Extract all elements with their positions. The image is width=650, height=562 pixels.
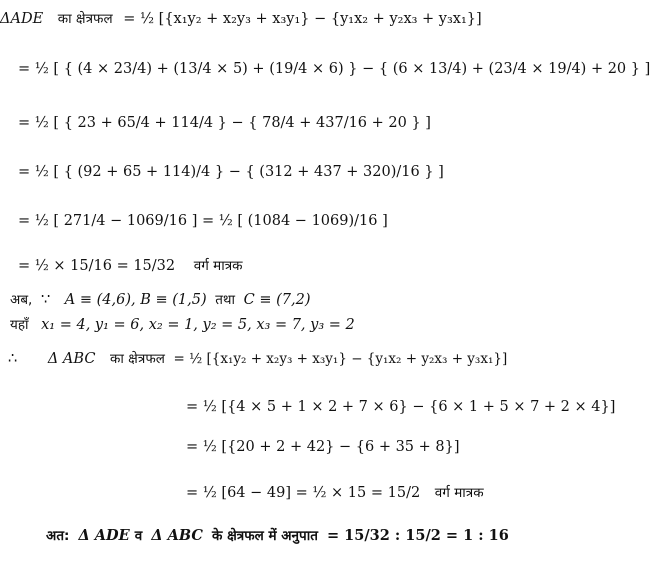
triangle-abc-label: Δ ABC	[47, 351, 96, 367]
line-abc-simplify: = ½ [{20 + 2 + 42} − {6 + 35 + 8}]	[186, 439, 460, 455]
line-ade-result	[18, 257, 243, 275]
ade-result-value: = ½ × 15/16 = 15/32	[18, 258, 176, 274]
area-label-hindi: का क्षेत्रफल	[57, 11, 113, 27]
abc-unit-label: वर्ग मात्रक	[434, 485, 484, 501]
line-substitution: = ½ [ { (4 × 23/4) + (13/4 × 5) + (19/4 × 6) } − { (6 × 13/4) + (23/4 × 19/4) + 20 } ]	[18, 61, 650, 77]
abc-area-formula: = ½ [{x₁y₂ + x₂y₃ + x₃y₁} − {y₁x₂ + y₂x₃ + y₃x₁}]	[173, 351, 508, 367]
therefore-symbol: ∴	[8, 351, 18, 367]
area-formula: = ½ [{x₁y₂ + x₂y₃ + x₃y₁} − {y₁x₂ + y₂x₃ + y₃x₁}]	[123, 11, 482, 27]
coordinate-values: x₁ = 4, y₁ = 6, x₂ = 1, y₂ = 5, x₃ = 7, y₃ = 2	[41, 317, 355, 333]
line-abc-substitution: = ½ [{4 × 5 + 1 × 2 + 7 × 6} − {6 × 1 + 5 × 7 + 2 × 4}]	[186, 399, 616, 415]
line-ratio-conclusion	[46, 527, 509, 545]
unit-label: वर्ग मात्रक	[193, 258, 243, 274]
va-label: व	[134, 528, 143, 544]
point-c: C ≡ (7,2)	[243, 292, 311, 308]
line-ade-area-formula	[0, 10, 482, 28]
tatha-label: तथा	[215, 292, 236, 308]
abc-area-label-hindi: का क्षेत्रफल	[110, 351, 165, 367]
ratio-value: = 15/32 : 15/2 = 1 : 16	[326, 527, 509, 544]
ratio-abc: Δ ABC	[151, 527, 203, 544]
atah-label: अत:	[46, 528, 70, 544]
abc-result-value: = ½ [64 − 49] = ½ × 15 = 15/2	[186, 485, 421, 501]
line-points	[10, 291, 311, 309]
line-abc-area-formula	[8, 350, 507, 368]
line-simplify-2: = ½ [ { (92 + 65 + 114)/4 } − { (312 + 437 + 320)/16 } ]	[18, 164, 444, 180]
triangle-ade-label: ΔADE	[0, 11, 44, 27]
line-coordinates	[10, 316, 355, 334]
ratio-ade: Δ ADE	[78, 527, 130, 544]
points-a-b: A ≡ (4,6), B ≡ (1,5)	[64, 292, 207, 308]
line-abc-result	[186, 484, 484, 502]
line-simplify-3: = ½ [ 271/4 − 1069/16 ] = ½ [ (1084 − 1069)/16 ]	[18, 213, 388, 229]
ab-label: अब,	[10, 292, 33, 308]
since-symbol: ∵	[40, 292, 51, 308]
line-simplify-1: = ½ [ { 23 + 65/4 + 114/4 } − { 78/4 + 437/16 + 20 } ]	[18, 115, 431, 131]
yahan-label: यहाँ	[10, 317, 29, 333]
ratio-text: के क्षेत्रफल में अनुपात	[212, 528, 318, 544]
